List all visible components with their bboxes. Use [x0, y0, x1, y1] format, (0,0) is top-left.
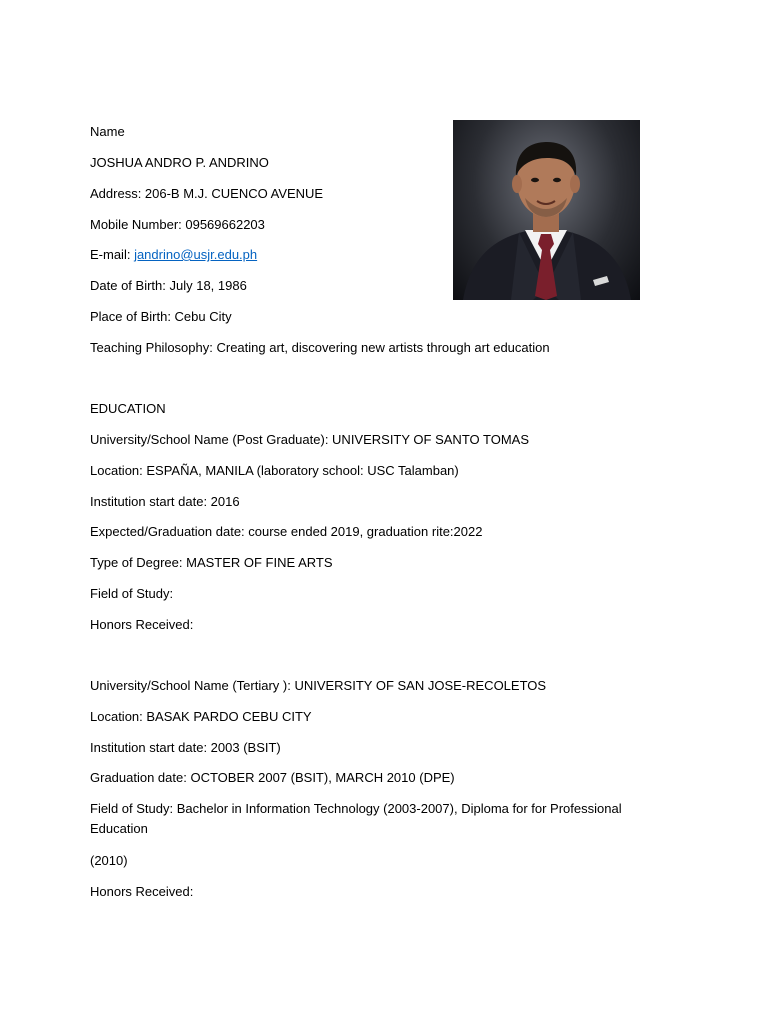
name-heading: Name: [90, 124, 125, 139]
pg-graduation-date: Expected/Graduation date: course ended 2019, graduation rite:2022: [90, 524, 483, 539]
full-name: JOSHUA ANDRO P. ANDRINO: [90, 155, 269, 170]
tertiary-start-date: Institution start date: 2003 (BSIT): [90, 740, 281, 755]
tertiary-honors: Honors Received:: [90, 884, 194, 899]
date-of-birth: Date of Birth: July 18, 1986: [90, 278, 247, 293]
education-heading: EDUCATION: [90, 401, 166, 416]
tertiary-field-continued: (2010): [90, 853, 128, 868]
mobile-number: Mobile Number: 09569662203: [90, 217, 265, 232]
pg-field: Field of Study:: [90, 586, 174, 601]
tertiary-field: Field of Study: Bachelor in Information Technology (2003-2007), Diploma for for Professional Education: [90, 801, 622, 836]
teaching-philosophy: Teaching Philosophy: Creating art, discovering new artists through art education: [90, 340, 550, 355]
pg-school: University/School Name (Post Graduate): UNIVERSITY OF SANTO TOMAS: [90, 432, 530, 447]
tertiary-graduation-date: Graduation date: OCTOBER 2007 (BSIT), MARCH 2010 (DPE): [90, 770, 455, 785]
email-label: E-mail:: [90, 247, 135, 262]
place-of-birth: Place of Birth: Cebu City: [90, 309, 232, 324]
address: Address: 206-B M.J. CUENCO AVENUE: [90, 186, 324, 201]
pg-location: Location: ESPAÑA, MANILA (laboratory school: USC Talamban): [90, 463, 459, 478]
portrait-illustration: [453, 120, 640, 300]
email-link[interactable]: jandrino@usjr.edu.ph: [134, 247, 258, 262]
pg-degree: Type of Degree: MASTER OF FINE ARTS: [90, 555, 333, 570]
email-line: [90, 245, 257, 265]
portrait-photo: [453, 120, 640, 300]
tertiary-location: Location: BASAK PARDO CEBU CITY: [90, 709, 312, 724]
tertiary-school: University/School Name (Tertiary ): UNIVERSITY OF SAN JOSE-RECOLETOS: [90, 678, 547, 693]
pg-honors: Honors Received:: [90, 617, 194, 632]
pg-start-date: Institution start date: 2016: [90, 494, 240, 509]
